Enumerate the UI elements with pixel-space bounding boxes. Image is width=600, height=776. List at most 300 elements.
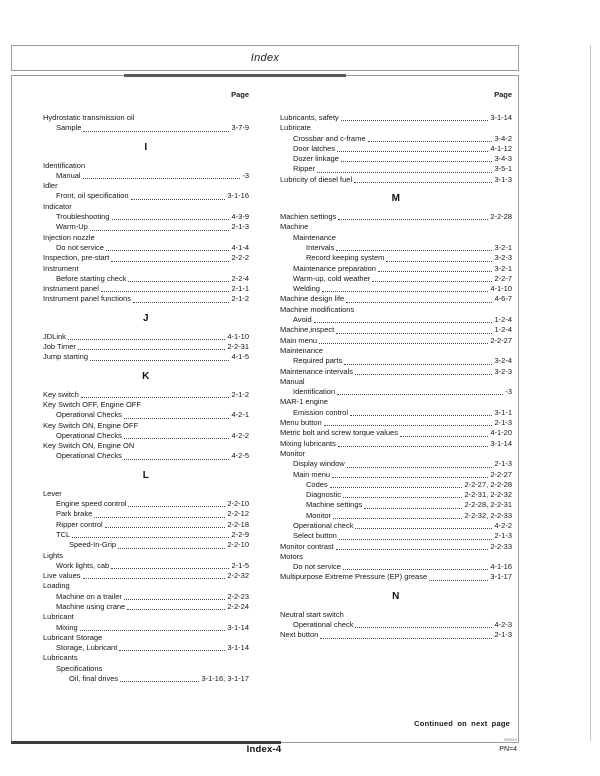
index-entry-page: 4-1-20 — [490, 428, 512, 438]
index-column-left — [43, 90, 249, 684]
dot-leader — [81, 397, 230, 398]
index-entry-page: 4-2-3 — [494, 620, 512, 630]
index-entry — [280, 459, 512, 469]
index-entry-page: 4-2-5 — [231, 451, 249, 461]
dot-leader — [336, 333, 492, 334]
index-entry-page: 2-1-2 — [231, 294, 249, 304]
dot-leader — [72, 537, 229, 538]
dot-leader — [111, 261, 229, 262]
dot-leader — [338, 219, 488, 220]
index-entry — [43, 410, 249, 420]
index-entry-label: Machine on a trailer — [56, 591, 122, 601]
index-entry — [280, 315, 512, 325]
dot-leader — [378, 271, 493, 272]
index-entry — [280, 367, 512, 377]
dot-leader — [112, 219, 230, 220]
index-entry-label: Speed-In-Grip — [69, 540, 117, 550]
index-entry-page: 3-1-14 — [490, 438, 512, 448]
dot-leader — [83, 578, 226, 579]
index-entry-page: 3-1-14 — [490, 113, 512, 122]
index-entry-label: Lever — [43, 488, 62, 498]
dot-leader — [355, 528, 492, 529]
index-entry-label: Key Switch ON, Engine OFF — [43, 420, 139, 430]
dot-leader — [354, 182, 492, 183]
index-entry-label: Key switch — [43, 389, 79, 399]
index-entry-label: Lubricity of diesel fuel — [280, 174, 353, 184]
dot-leader — [317, 172, 492, 173]
index-entries-left — [43, 113, 249, 684]
index-entry — [280, 439, 512, 449]
index-entry — [280, 572, 512, 582]
index-entry — [280, 552, 512, 562]
index-entry — [280, 500, 512, 510]
index-entry — [43, 123, 249, 133]
index-entry-page: 2-2-2 — [231, 253, 249, 263]
index-entry — [43, 653, 249, 663]
index-entry-label: Sample — [56, 123, 82, 133]
index-entry-page: 3-1-3 — [494, 174, 512, 184]
index-entry — [43, 171, 249, 181]
dot-leader — [322, 291, 488, 292]
index-entry — [43, 520, 249, 530]
index-entry-label: Multipurpose Extreme Pressure (EP) grease — [280, 572, 428, 582]
index-entry-page: 4-1-16 — [490, 562, 512, 572]
index-entry-page: 2-2-10 — [227, 540, 249, 550]
index-entry — [280, 610, 512, 620]
index-entry-label: Welding — [293, 284, 320, 294]
index-entry-label: Lubricant — [43, 612, 74, 622]
index-entry-label: Identification — [293, 387, 336, 397]
index-entry — [280, 418, 512, 428]
index-entry-page: 3-2-3 — [494, 366, 512, 376]
index-entry-label: Required parts — [293, 356, 343, 366]
dot-leader — [124, 599, 225, 600]
dot-leader — [337, 151, 488, 152]
pn-label: PN=4 — [499, 746, 517, 753]
index-entry-label: Select button — [293, 531, 337, 541]
dot-leader — [68, 339, 225, 340]
index-entry-page: 2-1-3 — [494, 418, 512, 428]
index-entry-label: Neutral start switch — [280, 609, 344, 619]
section-heading: I — [144, 141, 148, 153]
dot-leader — [111, 568, 229, 569]
index-entry-label: Loading — [43, 581, 70, 591]
index-entry-label: Door latches — [293, 143, 336, 153]
index-entry-label: Machine using crane — [56, 601, 126, 611]
running-header — [11, 45, 519, 71]
index-entry-label: Operational Checks — [56, 410, 122, 420]
print-code: 090819 — [503, 737, 517, 742]
dot-leader — [90, 230, 230, 231]
index-entry — [280, 222, 512, 232]
dot-leader — [118, 548, 225, 549]
index-entry — [280, 325, 512, 335]
index-entry-page: 2-1-2 — [231, 389, 249, 399]
index-entry-page: 4-1-12 — [490, 143, 512, 153]
index-entry — [43, 530, 249, 540]
index-entry-page: 4-1-10 — [490, 284, 512, 294]
index-entry-page: 2-2-27, 2-2-28 — [464, 479, 512, 489]
index-entry-label: Dozer linkage — [293, 154, 339, 164]
dot-leader — [343, 497, 462, 498]
index-entry-label: Key Switch ON, Engine ON — [43, 441, 135, 451]
dot-leader — [338, 446, 488, 447]
index-entry-label: Menu button — [280, 418, 322, 428]
index-entry — [43, 222, 249, 232]
index-entry-label: Troubleshooting — [56, 212, 110, 222]
index-entry — [43, 451, 249, 461]
index-entry-page: 2-2-27 — [490, 469, 512, 479]
dot-leader — [386, 261, 492, 262]
index-entry — [280, 542, 512, 552]
index-entry-page: 3-2-3 — [494, 253, 512, 263]
index-entry-page: 2-2-32 — [227, 571, 249, 581]
index-entry-page: 2-2-24 — [227, 601, 249, 611]
index-entry-page: 3-1-14 — [227, 643, 249, 653]
index-entry-label: Jump starting — [43, 352, 89, 362]
index-entry-label: Identification — [43, 160, 86, 170]
dot-leader — [344, 364, 492, 365]
index-entry — [280, 531, 512, 541]
dot-leader — [429, 580, 488, 581]
index-entry-label: Metric bolt and screw torque values — [280, 428, 398, 438]
index-entry-label: Indicator — [43, 201, 72, 211]
index-entry — [43, 352, 249, 362]
index-entry-label: Maintenance — [293, 232, 336, 242]
index-entry — [280, 490, 512, 500]
index-column-right — [280, 90, 512, 641]
index-entry-label: Monitor contrast — [280, 541, 334, 551]
index-entry — [280, 294, 512, 304]
index-entry-label: Mixing lubricants — [280, 438, 336, 448]
index-entry — [43, 623, 249, 633]
index-entry-label: Maintenance intervals — [280, 366, 353, 376]
index-entry — [280, 113, 512, 123]
index-entry-page: 1-2-4 — [494, 315, 512, 325]
index-entry — [43, 294, 249, 304]
index-entry — [280, 134, 512, 144]
index-entry-page: 2-2-4 — [231, 273, 249, 283]
index-entry-page: -3 — [242, 170, 249, 180]
index-entry-label: Machine,inspect — [280, 325, 335, 335]
page-edge-line — [590, 45, 591, 741]
index-entry — [43, 161, 249, 171]
index-entry — [43, 342, 249, 352]
index-entry-label: Front, oil specification — [56, 191, 129, 201]
dot-leader — [106, 250, 230, 251]
index-entry-page: 3-5-1 — [494, 164, 512, 174]
dot-leader — [343, 569, 488, 570]
index-entry-label: Motors — [280, 551, 303, 561]
index-entry — [280, 428, 512, 438]
index-entry — [43, 571, 249, 581]
index-entry-page: 2-1-3 — [494, 531, 512, 541]
index-entry-page: 3-2-4 — [494, 356, 512, 366]
index-entry — [280, 480, 512, 490]
dot-leader — [314, 322, 493, 323]
index-entry-page: 2-1-5 — [231, 560, 249, 570]
dot-leader — [83, 178, 241, 179]
index-entry — [280, 212, 512, 222]
index-entry — [280, 521, 512, 531]
index-entry — [43, 113, 249, 123]
index-entry-page: 2-2-32, 2-2-33 — [464, 510, 512, 520]
index-entry — [43, 592, 249, 602]
index-entry-label: Main menu — [293, 469, 331, 479]
index-entry-page: 2-2-31 — [227, 342, 249, 352]
dot-leader — [346, 302, 492, 303]
index-entry-page: 4-1-10 — [227, 331, 249, 341]
index-entry-page: 2-2-12 — [227, 509, 249, 519]
index-entry — [43, 191, 249, 201]
dot-leader — [124, 418, 230, 419]
index-entry — [43, 274, 249, 284]
index-entry-page: 3-2-1 — [494, 242, 512, 252]
index-entry — [280, 470, 512, 480]
index-entry-label: Avoid — [293, 315, 312, 325]
dot-leader — [128, 506, 225, 507]
index-entry-label: Manual — [56, 170, 81, 180]
index-entry-label: Engine speed control — [56, 499, 127, 509]
running-header-title: Index — [250, 52, 280, 64]
index-entry-label: Live values — [43, 571, 81, 581]
index-entry-page: 3-7-9 — [231, 123, 249, 133]
dot-leader — [333, 518, 462, 519]
dot-leader — [124, 459, 230, 460]
index-entry-page: 3-4-2 — [494, 133, 512, 143]
index-entry — [280, 274, 512, 284]
index-entry — [280, 336, 512, 346]
index-entry-page: 3-1-16, 3-1-17 — [201, 674, 249, 684]
section-heading: K — [142, 370, 150, 382]
scan-artifact-top — [124, 74, 346, 77]
index-entry-label: Intervals — [306, 242, 335, 252]
index-entry-label: Machine — [280, 222, 309, 232]
index-entry-label: Do not service — [56, 242, 104, 252]
dot-leader — [105, 527, 226, 528]
dot-leader — [133, 302, 230, 303]
index-entry-label: Record keeping system — [306, 253, 385, 263]
index-entry-label: Warm-Up — [56, 222, 88, 232]
index-entry — [43, 390, 249, 400]
index-entry-label: Operational Checks — [56, 451, 122, 461]
index-entry — [43, 612, 249, 622]
index-entry — [280, 154, 512, 164]
dot-leader — [355, 374, 493, 375]
index-entry-label: Machine modifications — [280, 304, 355, 314]
dot-leader — [347, 467, 493, 468]
index-entry — [43, 551, 249, 561]
index-entry-page: 4-1-4 — [231, 242, 249, 252]
index-entry — [280, 562, 512, 572]
index-entry — [280, 264, 512, 274]
dot-leader — [372, 281, 492, 282]
index-entry-page: 2-2-27 — [490, 335, 512, 345]
index-entry — [280, 620, 512, 630]
index-entry-label: Operational check — [293, 520, 354, 530]
footer-page-number: Index-4 — [246, 744, 282, 755]
index-entry-label: Operational Checks — [56, 430, 122, 440]
index-entry-label: JDLink — [43, 331, 66, 341]
index-entry-page: 2-2-28 — [490, 212, 512, 222]
index-content-box — [11, 75, 519, 743]
index-entry-page: 2-2-28, 2-2-31 — [464, 500, 512, 510]
index-entry-page: 2-2-7 — [494, 273, 512, 283]
index-entry — [43, 233, 249, 243]
index-entry — [43, 181, 249, 191]
index-entry — [280, 449, 512, 459]
index-entry-label: Ripper control — [56, 519, 103, 529]
index-entry — [280, 305, 512, 315]
index-entry-label: Machien settings — [280, 212, 337, 222]
dot-leader — [320, 638, 492, 639]
index-entry-page: 2-2-18 — [227, 519, 249, 529]
index-entry-page: 4-3-9 — [231, 212, 249, 222]
index-entry-page: 2-1-3 — [494, 630, 512, 640]
index-entry-label: MAR-1 engine — [280, 397, 328, 407]
index-entry-label: Instrument — [43, 263, 79, 273]
index-entry-label: Warm-up, cold weather — [293, 273, 371, 283]
page-column-header-left: Page — [231, 90, 249, 99]
index-entry — [43, 431, 249, 441]
dot-leader — [341, 120, 489, 121]
section-heading: M — [391, 193, 401, 205]
index-entry-page: 2-1-3 — [494, 459, 512, 469]
index-entry-label: Emission control — [293, 407, 349, 417]
index-entry — [43, 264, 249, 274]
index-entry — [43, 664, 249, 674]
index-entry-page: 1-2-4 — [494, 325, 512, 335]
index-entry — [280, 346, 512, 356]
section-heading: L — [142, 469, 150, 481]
index-entry-label: Maintenance preparation — [293, 263, 376, 273]
index-entry-label: Machine settings — [306, 500, 363, 510]
index-entry-label: Hydrostatic transmission oil — [43, 113, 135, 122]
index-entry-page: -3 — [505, 387, 512, 397]
dot-leader — [339, 539, 493, 540]
index-entry-label: Instrument panel — [43, 284, 99, 294]
index-entry — [280, 511, 512, 521]
index-entry-label: Lubricants — [43, 653, 78, 663]
dot-leader — [80, 630, 226, 631]
index-entry — [43, 581, 249, 591]
index-entry — [43, 284, 249, 294]
index-entry — [43, 643, 249, 653]
index-entry — [280, 284, 512, 294]
index-entry — [43, 253, 249, 263]
index-entry-label: Diagnostic — [306, 490, 342, 500]
dot-leader — [350, 415, 492, 416]
index-entry — [280, 377, 512, 387]
index-entry-page: 3-1-1 — [494, 407, 512, 417]
index-entry-page: 2-1-3 — [231, 222, 249, 232]
index-entry-page: 2-2-33 — [490, 541, 512, 551]
index-entry-label: Monitor — [306, 510, 332, 520]
index-entry — [43, 602, 249, 612]
index-entry-label: Work lights, cab — [56, 560, 110, 570]
index-entry-label: Lights — [43, 550, 64, 560]
dot-leader — [368, 141, 493, 142]
dot-leader — [364, 508, 462, 509]
index-entry — [43, 332, 249, 342]
index-entry-label: Inspection, pre-start — [43, 253, 110, 263]
index-entry-page: 3-1-14 — [227, 622, 249, 632]
index-entry-page: 3-2-1 — [494, 263, 512, 273]
index-entry — [280, 387, 512, 397]
index-entry — [43, 400, 249, 410]
index-entry-label: TCL — [56, 529, 71, 539]
dot-leader — [336, 549, 489, 550]
section-heading: J — [142, 312, 150, 324]
index-entry-label: Lubricant Storage — [43, 632, 103, 642]
index-entry-label: Key Switch OFF, Engine OFF — [43, 399, 141, 409]
index-entry — [43, 561, 249, 571]
index-entry-label: Instrument panel functions — [43, 294, 131, 304]
index-entry — [280, 123, 512, 133]
dot-leader — [119, 650, 225, 651]
index-entry-page: 3-1-16 — [227, 191, 249, 201]
page-column-header-right: Page — [494, 90, 512, 99]
index-entry-page: 2-2-10 — [227, 499, 249, 509]
index-entry — [43, 212, 249, 222]
dot-leader — [124, 438, 230, 439]
index-entry-page: 2-2-31, 2-2-32 — [464, 490, 512, 500]
index-entry-label: Mixing — [56, 622, 78, 632]
dot-leader — [324, 425, 493, 426]
index-entry — [43, 540, 249, 550]
dot-leader — [131, 199, 226, 200]
index-entry-page: 4-6-7 — [494, 294, 512, 304]
dot-leader — [400, 436, 488, 437]
index-entry-label: Next button — [280, 630, 319, 640]
index-entry-label: Park brake — [56, 509, 93, 519]
index-entries-right — [280, 113, 512, 641]
dot-leader — [127, 609, 225, 610]
index-entry-label: Machine design life — [280, 294, 345, 304]
index-entry — [280, 144, 512, 154]
index-entry-label: Storage, Lubricant — [56, 643, 118, 653]
index-entry — [43, 202, 249, 212]
index-entry-label: Maintenance — [280, 345, 323, 355]
index-entry-label: Codes — [306, 479, 328, 489]
dot-leader — [341, 161, 493, 162]
continued-note: Continued on next page — [414, 719, 510, 728]
index-entry — [280, 243, 512, 253]
index-entry — [43, 489, 249, 499]
index-entry — [280, 408, 512, 418]
dot-leader — [83, 131, 229, 132]
index-entry-page: 4-2-2 — [494, 520, 512, 530]
index-entry — [43, 421, 249, 431]
dot-leader — [120, 681, 199, 682]
section-heading: N — [392, 590, 400, 602]
index-entry — [280, 175, 512, 185]
index-entry — [280, 164, 512, 174]
dot-leader — [330, 487, 463, 488]
index-entry-label: Specifications — [56, 663, 103, 673]
dot-leader — [336, 250, 492, 251]
index-entry — [43, 499, 249, 509]
dot-leader — [101, 291, 230, 292]
index-entry-page: 4-1-5 — [231, 352, 249, 362]
index-entry — [43, 441, 249, 451]
index-entry-label: Idler — [43, 181, 58, 191]
index-entry-label: Injection nozzle — [43, 232, 95, 242]
index-entry — [43, 243, 249, 253]
dot-leader — [332, 477, 488, 478]
index-entry — [43, 509, 249, 519]
index-entry-label: Main menu — [280, 335, 318, 345]
